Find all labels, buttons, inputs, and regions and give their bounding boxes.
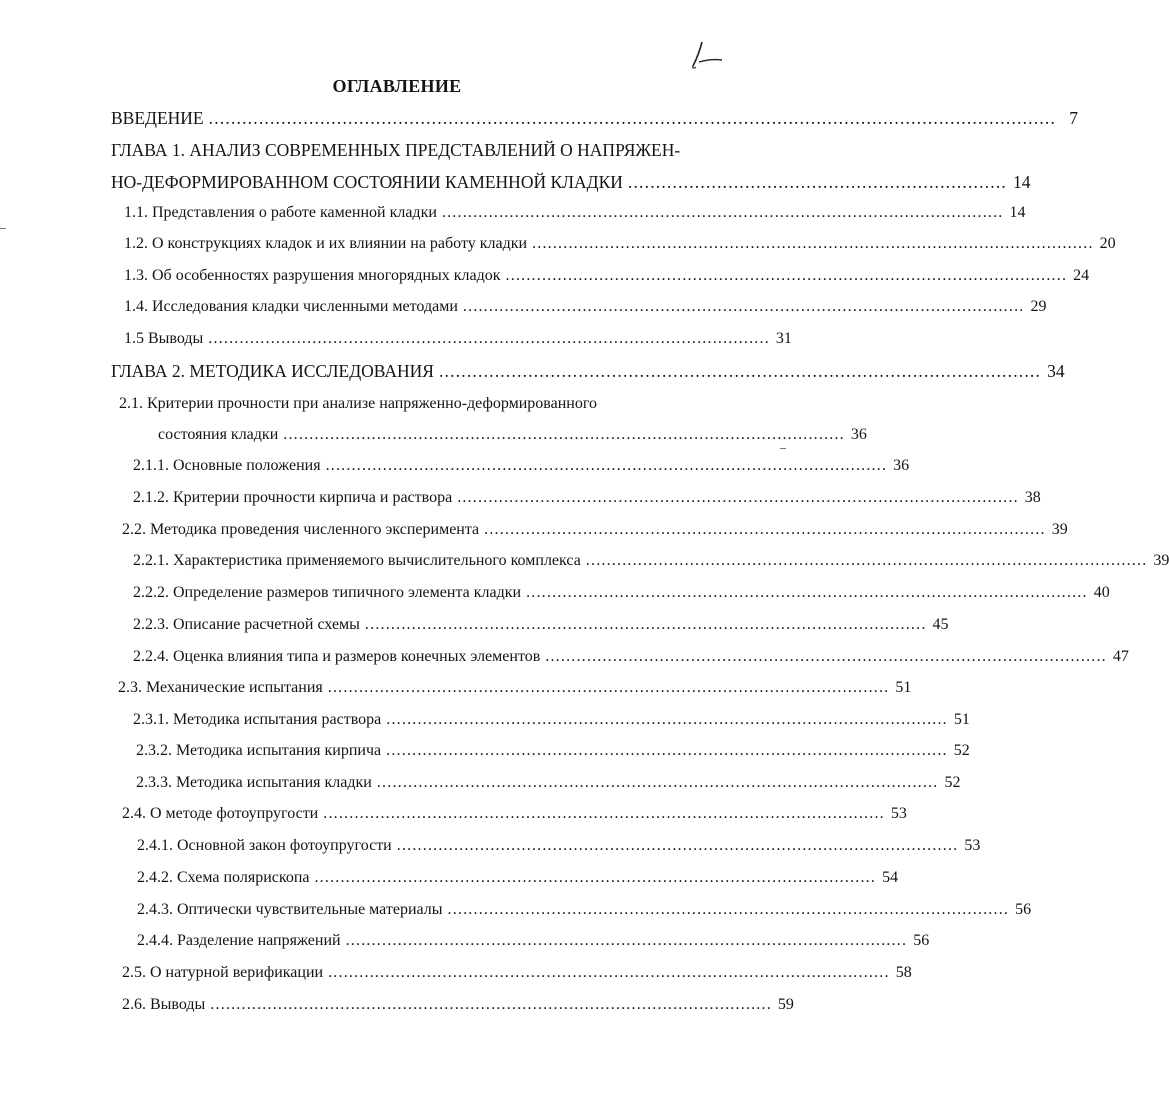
toc-entry-2-3-3: 2.3.3. Методика испытания кладки ............................................................................................................ 52	[136, 774, 961, 791]
toc-entry-1-5: 1.5 Выводы ............................................................................................................ 31	[124, 330, 792, 347]
toc-entry-2-4-3: 2.4.3. Оптически чувствительные материалы ............................................................................................................ 56	[137, 901, 1032, 918]
toc-entry-2-2: 2.2. Методика проведения численного эксперимента ............................................................................................................ 39	[122, 521, 1068, 538]
toc-entry-2-1-line1: 2.1. Критерии прочности при анализе напряженно-деформированного	[119, 395, 598, 412]
toc-entry-introduction: ВВЕДЕНИЕ ........................................................................................................................................................ 7	[111, 108, 1079, 128]
toc-entry-1-1: 1.1. Представления о работе каменной кладки ............................................................................................................ 14	[124, 204, 1026, 221]
toc-entry-1-3: 1.3. Об особенностях разрушения многорядных кладок ............................................................................................................ 24	[124, 267, 1090, 284]
toc-entry-2-5: 2.5. О натурной верификации ............................................................................................................ 58	[122, 964, 912, 981]
toc-entry-2-2-1: 2.2.1. Характеристика применяемого вычислительного комплекса ............................................................................................................ 39	[133, 552, 1169, 569]
toc-entry-2-2-3: 2.2.3. Описание расчетной схемы ............................................................................................................ 45	[133, 616, 949, 633]
toc-entry-2-1-2: 2.1.2. Критерии прочности кирпича и раствора ............................................................................................................ 38	[133, 489, 1041, 506]
toc-entry-2-1: состояния кладки ............................................................................................................ 36	[158, 426, 867, 443]
toc-entry-2-4: 2.4. О методе фотоупругости ............................................................................................................ 53	[122, 805, 907, 822]
toc-entry-2-1-1: 2.1.1. Основные положения ............................................................................................................ 36	[133, 457, 910, 474]
toc-entry-2-4-1: 2.4.1. Основной закон фотоупругости ............................................................................................................ 53	[137, 837, 981, 854]
toc-entry-1-4: 1.4. Исследования кладки численными методами ............................................................................................................ 29	[124, 298, 1047, 315]
toc-entry-1-2: 1.2. О конструкциях кладок и их влиянии на работу кладки ............................................................................................................ 20	[124, 235, 1116, 252]
toc-entry-2-4-4: 2.4.4. Разделение напряжений ............................................................................................................ 56	[137, 932, 930, 949]
toc-entry-2-4-2: 2.4.2. Схема полярископа ............................................................................................................ 54	[137, 869, 899, 886]
toc-entry-chapter1-line1: ГЛАВА 1. АНАЛИЗ СОВРЕМЕННЫХ ПРЕДСТАВЛЕНИЙ О НАПРЯЖЕН-	[111, 140, 681, 160]
toc-entry-2-3-2: 2.3.2. Методика испытания кирпича ............................................................................................................ 52	[136, 742, 970, 759]
toc-entry-2-6: 2.6. Выводы ............................................................................................................ 59	[122, 996, 794, 1013]
toc-entry-chapter1: НО-ДЕФОРМИРОВАННОМ СОСТОЯНИИ КАМЕННОЙ КЛАДКИ .................................................................... 14	[111, 172, 1031, 192]
toc-entry-2-3: 2.3. Механические испытания ............................................................................................................ 51	[118, 679, 912, 696]
toc-entry-2-3-1: 2.3.1. Методика испытания раствора ............................................................................................................ 51	[133, 711, 970, 728]
toc-entry-chapter2: ГЛАВА 2. МЕТОДИКА ИССЛЕДОВАНИЯ ............................................................................................................ 34	[111, 361, 1065, 381]
toc-entry-2-2-2: 2.2.2. Определение размеров типичного элемента кладки ............................................................................................................ 40	[133, 584, 1110, 601]
page-title: ОГЛАВЛЕНИЕ	[332, 76, 462, 96]
toc-entry-2-2-4: 2.2.4. Оценка влияния типа и размеров конечных элементов ............................................................................................................ 47	[133, 648, 1129, 665]
